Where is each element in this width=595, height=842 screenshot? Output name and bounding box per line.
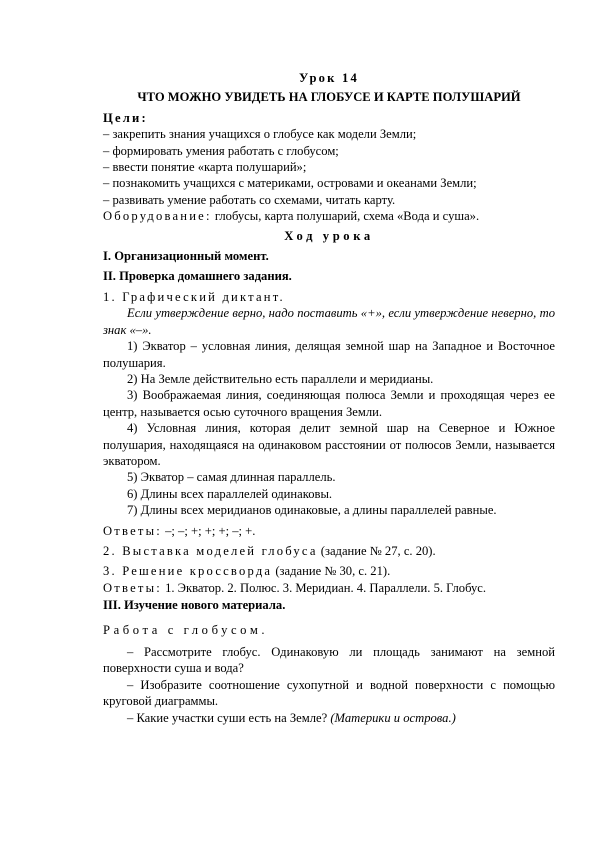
section-3-title: III. Изучение нового материала. [103, 598, 286, 613]
statement-item: 1) Экватор – условная линия, делящая земной шар на Западное и Восточное полушария. [103, 339, 555, 370]
answers-text: –; –; +; +; +; –; +. [161, 523, 256, 538]
goal-item: – познакомить учащихся с материками, островами и океанами Земли; [103, 176, 477, 191]
statement-item: 3) Воображаемая линия, соединяющая полюса Земли и проходящая через ее центр, называется осью суточного вращения Земли. [103, 388, 555, 419]
answers-label: Ответы: [103, 580, 162, 595]
crossword-label: 3. Решение кроссворда [103, 564, 273, 579]
statement-item: 4) Условная линия, которая делит земной шар на Северное и Южное полушария, находящаяся на одинаковом расстоянии от полюсов Земли, называется экватором. [103, 421, 555, 468]
dictation-answers [103, 523, 555, 539]
answers-label: Ответы: [103, 523, 162, 538]
crossword-answers [103, 580, 555, 596]
equipment-text: глобусы, карта полушарий, схема «Вода и суша». [211, 209, 480, 224]
statement-item: 2) На Земле действительно есть параллели и меридианы. [127, 371, 434, 386]
crossword-line [103, 563, 555, 579]
question-answer: (Материки и острова.) [330, 710, 456, 725]
statement-item: 6) Длины всех параллелей одинаковы. [127, 486, 333, 501]
goals-list [103, 126, 555, 208]
exhibition-line [103, 543, 555, 559]
lesson-number: Урок 14 [299, 71, 359, 85]
question-item: – Изобразите соотношение сухопутной и водной поверхности с помощью круговой диаграммы. [103, 677, 555, 709]
goal-item: – закрепить знания учащихся о глобусе как модели Земли; [103, 127, 417, 142]
section-2-title: II. Проверка домашнего задания. [103, 269, 292, 284]
goal-item: – ввести понятие «карта полушарий»; [103, 160, 307, 175]
question-text: – Какие участки суши есть на Земле? [127, 710, 331, 725]
crossword-text: (задание № 30, с. 21). [272, 564, 391, 579]
question-item: – Рассмотрите глобус. Одинаковую ли площадь занимают на земной поверхности суша и вода? [103, 645, 555, 676]
dictation-instruction: Если утверждение верно, надо поставить «+», если утверждение неверно, то знак «–». [103, 306, 555, 337]
dictation-heading: 1. Графический диктант. [103, 289, 285, 304]
goal-item: – формировать умения работать с глобусом; [103, 143, 339, 158]
answers-text: 1. Экватор. 2. Полюс. 3. Меридиан. 4. Параллели. 5. Глобус. [161, 580, 487, 595]
course-heading: Ход урока [284, 228, 374, 243]
section-1-title: I. Организационный момент. [103, 249, 269, 264]
equipment-label: Оборудование: [103, 209, 212, 224]
exhibition-label: 2. Выставка моделей глобуса [103, 543, 318, 558]
document-page [103, 70, 555, 726]
statement-item: 5) Экватор – самая длинная параллель. [127, 470, 336, 485]
equipment-line [103, 208, 555, 224]
exhibition-text: (задание № 27, с. 20). [317, 543, 436, 558]
lesson-title: ЧТО МОЖНО УВИДЕТЬ НА ГЛОБУСЕ И КАРТЕ ПОЛУШАРИЙ [137, 90, 521, 105]
question-item [103, 710, 555, 726]
statement-item: 7) Длины всех меридианов одинаковые, а длины параллелей равные. [127, 503, 497, 518]
goals-heading: Цели: [103, 110, 148, 125]
goal-item: – развивать умение работать со схемами, читать карту. [103, 192, 396, 207]
globe-work-heading: Работа с глобусом. [103, 622, 269, 637]
